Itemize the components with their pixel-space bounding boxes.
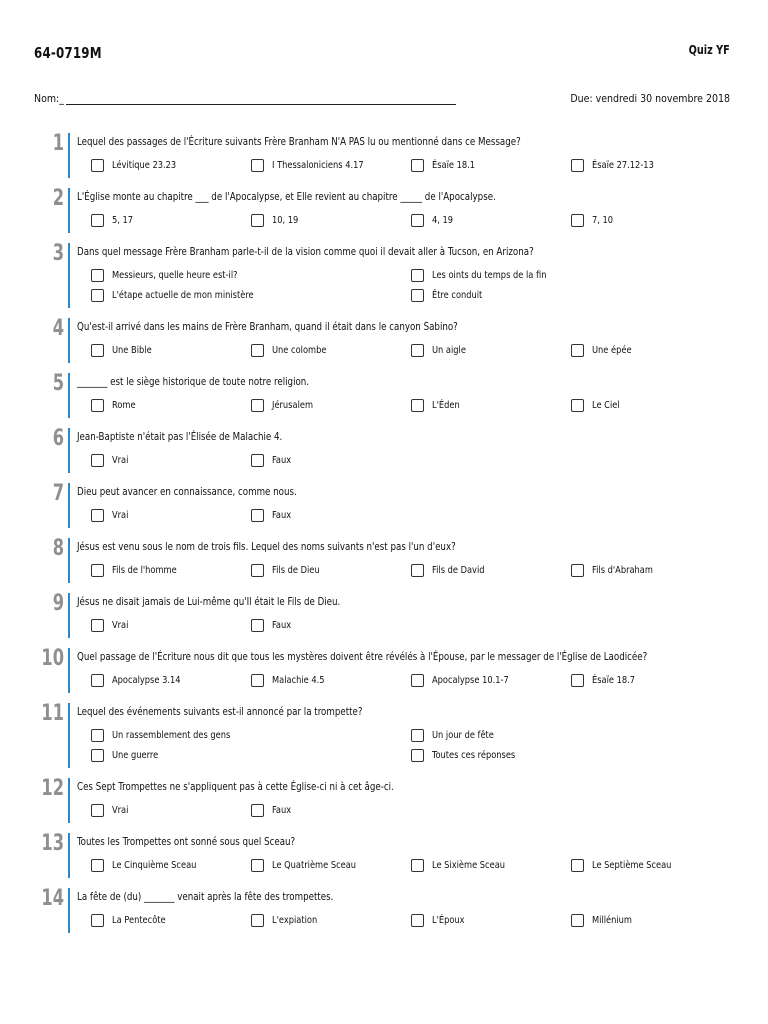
option-label: Lévitique 23.23 — [112, 160, 177, 171]
option-label: Malachie 4.5 — [272, 675, 325, 686]
name-field[interactable] — [34, 93, 456, 105]
option-label: Vrai — [112, 455, 129, 466]
option-label: I Thessaloniciens 4.17 — [272, 160, 364, 171]
checkbox[interactable] — [571, 674, 584, 687]
question-bar — [68, 538, 70, 583]
question-number: 8 — [52, 536, 64, 561]
checkbox[interactable] — [251, 674, 264, 687]
checkbox[interactable] — [251, 399, 264, 412]
name-line[interactable] — [66, 94, 456, 105]
option-label: Une guerre — [112, 750, 159, 761]
option-label: Vrai — [112, 805, 129, 816]
question-number: 7 — [52, 481, 64, 506]
quiz-label: Quiz YF — [688, 43, 730, 57]
checkbox[interactable] — [91, 454, 104, 467]
answer-option[interactable] — [91, 344, 155, 357]
question-2 — [34, 188, 734, 233]
answer-option[interactable] — [411, 564, 489, 577]
option-label: Le Sixième Sceau — [432, 860, 506, 871]
question-1 — [34, 133, 734, 178]
option-label: 4, 19 — [432, 215, 454, 226]
question-text: _______ est le siège historique de toute notre religion. — [77, 376, 310, 388]
answer-option[interactable] — [411, 289, 487, 302]
checkbox[interactable] — [91, 749, 104, 762]
checkbox[interactable] — [411, 564, 424, 577]
question-number: 11 — [41, 701, 64, 726]
checkbox[interactable] — [411, 399, 424, 412]
checkbox[interactable] — [91, 564, 104, 577]
checkbox[interactable] — [91, 159, 104, 172]
answer-option[interactable] — [91, 214, 135, 227]
option-label: Faux — [272, 805, 292, 816]
option-label: Vrai — [112, 510, 129, 521]
answer-option[interactable] — [91, 804, 130, 817]
answer-option[interactable] — [251, 674, 329, 687]
checkbox[interactable] — [571, 159, 584, 172]
question-text: Dans quel message Frère Branham parle-t-il de la vision comme quoi il devait aller à Tucson, en Arizona? — [77, 246, 534, 258]
option-label: Faux — [272, 620, 292, 631]
question-bar — [68, 243, 70, 308]
answer-option[interactable] — [251, 859, 363, 872]
checkbox[interactable] — [251, 344, 264, 357]
question-8 — [34, 538, 734, 583]
checkbox[interactable] — [91, 214, 104, 227]
answer-option[interactable] — [571, 674, 639, 687]
answer-option[interactable] — [571, 399, 622, 412]
checkbox[interactable] — [411, 729, 424, 742]
answer-option[interactable] — [91, 159, 182, 172]
question-bar — [68, 483, 70, 528]
question-text: Jésus ne disait jamais de Lui-même qu'Il était le Fils de Dieu. — [77, 596, 341, 608]
question-bar — [68, 648, 70, 693]
answer-option[interactable] — [91, 914, 170, 927]
answer-option[interactable] — [251, 619, 293, 632]
question-bar — [68, 428, 70, 473]
answer-option[interactable] — [91, 269, 248, 282]
question-10 — [34, 648, 734, 693]
question-number: 3 — [52, 241, 64, 266]
question-4 — [34, 318, 734, 363]
question-bar — [68, 778, 70, 823]
question-number: 1 — [52, 131, 64, 156]
checkbox[interactable] — [571, 344, 584, 357]
checkbox[interactable] — [571, 914, 584, 927]
checkbox[interactable] — [411, 914, 424, 927]
question-text: Jean-Baptiste n'était pas l'Élisée de Malachie 4. — [77, 431, 283, 443]
question-6 — [34, 428, 734, 473]
answer-option[interactable] — [411, 729, 499, 742]
answer-option[interactable] — [91, 509, 130, 522]
answer-option[interactable] — [91, 749, 162, 762]
answer-option[interactable] — [571, 914, 635, 927]
checkbox[interactable] — [571, 399, 584, 412]
option-label: L'étape actuelle de mon ministère — [112, 290, 254, 301]
option-label: Le Cinquième Sceau — [112, 860, 197, 871]
option-label: Apocalypse 3.14 — [112, 675, 181, 686]
question-bar — [68, 188, 70, 233]
checkbox[interactable] — [91, 859, 104, 872]
option-label: Ésaïe 27.12-13 — [592, 160, 654, 171]
answer-option[interactable] — [571, 344, 635, 357]
checkbox[interactable] — [411, 289, 424, 302]
option-label: Toutes ces réponses — [432, 750, 516, 761]
answer-option[interactable] — [251, 454, 293, 467]
checkbox[interactable] — [251, 859, 264, 872]
option-label: Un rassemblement des gens — [112, 730, 231, 741]
option-label: Ésaïe 18.1 — [432, 160, 476, 171]
option-label: Les oints du temps de la fin — [432, 270, 547, 281]
question-number: 14 — [41, 886, 64, 911]
answer-option[interactable] — [411, 859, 511, 872]
answer-option[interactable] — [571, 214, 615, 227]
answer-option[interactable] — [251, 344, 331, 357]
checkbox[interactable] — [251, 804, 264, 817]
name-label: Nom:_ — [34, 93, 64, 105]
checkbox[interactable] — [411, 214, 424, 227]
question-text: Ces Sept Trompettes ne s'appliquent pas à cette Église-ci ni à cet âge-ci. — [77, 781, 394, 793]
checkbox[interactable] — [91, 289, 104, 302]
answer-option[interactable] — [91, 564, 182, 577]
checkbox[interactable] — [91, 674, 104, 687]
checkbox[interactable] — [251, 914, 264, 927]
checkbox[interactable] — [411, 674, 424, 687]
checkbox[interactable] — [251, 564, 264, 577]
option-label: L'Éden — [432, 400, 460, 411]
checkbox[interactable] — [91, 804, 104, 817]
question-text: Dieu peut avancer en connaissance, comme nous. — [77, 486, 297, 498]
due-date: Due: vendredi 30 novembre 2018 — [570, 93, 730, 105]
question-text: Quel passage de l'Écriture nous dit que tous les mystères doivent être révélés à l'Épouse, par le messager de l'Église de Laodicée? — [77, 651, 648, 663]
answer-option[interactable] — [251, 509, 293, 522]
option-label: Un jour de fête — [432, 730, 494, 741]
checkbox[interactable] — [91, 509, 104, 522]
question-14 — [34, 888, 734, 933]
question-number: 6 — [52, 426, 64, 451]
checkbox[interactable] — [411, 859, 424, 872]
answer-option[interactable] — [571, 859, 678, 872]
checkbox[interactable] — [571, 214, 584, 227]
option-label: 10, 19 — [272, 215, 299, 226]
checkbox[interactable] — [251, 159, 264, 172]
answer-option[interactable] — [251, 159, 372, 172]
option-label: Jérusalem — [272, 400, 314, 411]
option-label: Faux — [272, 510, 292, 521]
option-label: L'expiation — [272, 915, 318, 926]
checkbox[interactable] — [411, 159, 424, 172]
answer-option[interactable] — [411, 344, 469, 357]
answer-option[interactable] — [411, 399, 462, 412]
checkbox[interactable] — [411, 749, 424, 762]
question-7 — [34, 483, 734, 528]
answer-option[interactable] — [251, 214, 301, 227]
question-number: 5 — [52, 371, 64, 396]
option-label: Ésaïe 18.7 — [592, 675, 636, 686]
option-label: Un aigle — [432, 345, 466, 356]
option-label: Millénium — [592, 915, 633, 926]
question-3 — [34, 243, 734, 308]
checkbox[interactable] — [411, 269, 424, 282]
answer-option[interactable] — [251, 564, 324, 577]
question-number: 13 — [41, 831, 64, 856]
checkbox[interactable] — [91, 344, 104, 357]
checkbox[interactable] — [91, 399, 104, 412]
answer-option[interactable] — [571, 564, 658, 577]
option-label: Fils de l'homme — [112, 565, 177, 576]
question-bar — [68, 593, 70, 638]
answer-option[interactable] — [411, 749, 522, 762]
question-text: La fête de (du) _______ venait après la fête des trompettes. — [77, 891, 334, 903]
checkbox[interactable] — [571, 564, 584, 577]
question-text: L'Église monte au chapitre ___ de l'Apocalypse, et Elle revient au chapitre _____ de l'Apocalypse. — [77, 191, 496, 203]
option-label: Rome — [112, 400, 136, 411]
checkbox[interactable] — [251, 214, 264, 227]
answer-option[interactable] — [411, 159, 479, 172]
question-bar — [68, 373, 70, 418]
question-text: Qu'est-il arrivé dans les mains de Frère Branham, quand il était dans le canyon Sabino? — [77, 321, 458, 333]
question-number: 12 — [41, 776, 64, 801]
option-label: Le Quatrième Sceau — [272, 860, 357, 871]
option-label: Le Ciel — [592, 400, 620, 411]
answer-option[interactable] — [251, 804, 293, 817]
page-title: 64-0719M — [34, 44, 102, 62]
option-label: Être conduit — [432, 290, 483, 301]
option-label: La Pentecôte — [112, 915, 166, 926]
question-bar — [68, 703, 70, 768]
question-12 — [34, 778, 734, 823]
answer-option[interactable] — [91, 289, 266, 302]
question-text: Jésus est venu sous le nom de trois fils. Lequel des noms suivants n'est pas l'un d'eux? — [77, 541, 456, 553]
checkbox[interactable] — [571, 859, 584, 872]
answer-option[interactable] — [91, 859, 204, 872]
checkbox[interactable] — [251, 619, 264, 632]
question-number: 10 — [41, 646, 64, 671]
question-text: Lequel des passages de l'Écriture suivants Frère Branham N'A PAS lu ou mentionné dans ce Message? — [77, 136, 521, 148]
question-number: 9 — [52, 591, 64, 616]
option-label: 5, 17 — [112, 215, 134, 226]
checkbox[interactable] — [91, 619, 104, 632]
question-text: Lequel des événements suivants est-il annoncé par la trompette? — [77, 706, 363, 718]
answer-option[interactable] — [91, 619, 130, 632]
question-bar — [68, 133, 70, 178]
answer-option[interactable] — [91, 399, 138, 412]
question-number: 4 — [52, 316, 64, 341]
option-label: L'Époux — [432, 915, 465, 926]
question-bar — [68, 318, 70, 363]
question-13 — [34, 833, 734, 878]
option-label: Fils d'Abraham — [592, 565, 653, 576]
option-label: Apocalypse 10.1-7 — [432, 675, 509, 686]
option-label: Une épée — [592, 345, 632, 356]
answer-option[interactable] — [571, 159, 659, 172]
option-label: 7, 10 — [592, 215, 614, 226]
checkbox[interactable] — [91, 914, 104, 927]
answer-option[interactable] — [91, 454, 130, 467]
answer-option[interactable] — [251, 914, 321, 927]
question-9 — [34, 593, 734, 638]
checkbox[interactable] — [91, 729, 104, 742]
checkbox[interactable] — [411, 344, 424, 357]
checkbox[interactable] — [251, 454, 264, 467]
option-label: Faux — [272, 455, 292, 466]
option-label: Une colombe — [272, 345, 327, 356]
answer-option[interactable] — [91, 674, 186, 687]
question-bar — [68, 888, 70, 933]
answer-option[interactable] — [411, 674, 515, 687]
answer-option[interactable] — [91, 729, 241, 742]
checkbox[interactable] — [91, 269, 104, 282]
answer-option[interactable] — [411, 269, 556, 282]
question-11 — [34, 703, 734, 768]
option-label: Vrai — [112, 620, 129, 631]
option-label: Une Bible — [112, 345, 152, 356]
checkbox[interactable] — [251, 509, 264, 522]
question-text: Toutes les Trompettes ont sonné sous quel Sceau? — [77, 836, 296, 848]
answer-option[interactable] — [411, 214, 455, 227]
answer-option[interactable] — [251, 399, 317, 412]
question-bar — [68, 833, 70, 878]
question-5 — [34, 373, 734, 418]
option-label: Fils de Dieu — [272, 565, 320, 576]
option-label: Messieurs, quelle heure est-il? — [112, 270, 238, 281]
option-label: Fils de David — [432, 565, 485, 576]
question-number: 2 — [52, 186, 64, 211]
answer-option[interactable] — [411, 914, 467, 927]
option-label: Le Septième Sceau — [592, 860, 672, 871]
